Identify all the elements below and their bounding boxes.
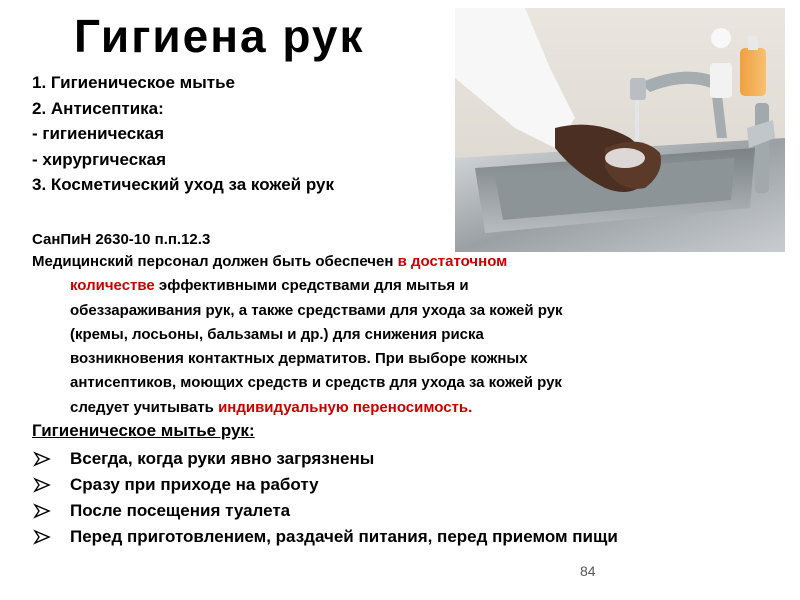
highlight-text: в достаточном <box>397 253 508 270</box>
paragraph-text: следует учитывать <box>70 398 219 416</box>
paragraph-text: эффективными средствами для мытья и <box>154 277 469 295</box>
hand-washing-illustration <box>455 8 785 252</box>
paragraph-line: антисептиков, моющих средств и средств для ухода за кожей рук <box>70 374 562 392</box>
list-item: 3. Косметический уход за кожей рук <box>32 175 334 194</box>
paragraph-text: Медицинский персонал должен быть обеспечен <box>32 253 398 270</box>
paragraph-line <box>32 274 732 298</box>
arrowhead-bullet-icon <box>32 446 52 472</box>
bullet-text: Перед приготовлением, раздачей питания, перед приемом пищи <box>70 527 618 546</box>
bullet-text: После посещения туалета <box>70 501 291 520</box>
hand-washing-photo <box>455 8 785 252</box>
highlight-text: количестве <box>70 277 155 295</box>
arrowhead-bullet-icon <box>32 524 52 550</box>
paragraph-line: (кремы, лосьоны, бальзамы и др.) для снижения риска <box>70 325 484 343</box>
paragraph-line <box>32 396 732 420</box>
requirements-paragraph <box>32 250 732 420</box>
subheading: Гигиеническое мытье рук: <box>32 421 255 440</box>
arrowhead-bullet-icon <box>32 472 52 498</box>
bullet-item <box>32 472 752 498</box>
slide-title: Гигиена рук <box>74 10 365 62</box>
sanpin-reference: СанПиН 2630-10 п.п.12.3 <box>32 231 211 248</box>
list-item: - гигиеническая <box>32 124 165 143</box>
bullet-text: Сразу при приходе на работу <box>70 475 319 494</box>
list-item: - хирургическая <box>32 149 167 169</box>
bullet-list <box>32 446 752 550</box>
paragraph-line: обеззараживания рук, а также средствами для ухода за кожей рук <box>70 301 563 319</box>
paragraph-line: возникновения контактных дерматитов. При выборе кожных <box>70 350 528 368</box>
arrowhead-bullet-icon <box>32 498 52 524</box>
bullet-item <box>32 498 752 524</box>
page-number: 84 <box>580 563 596 579</box>
list-item: 1. Гигиеническое мытье <box>32 73 235 92</box>
hygiene-list <box>32 70 462 198</box>
bullet-text: Всегда, когда руки явно загрязнены <box>70 449 375 468</box>
highlight-text: индивидуальную переносимость. <box>218 398 473 416</box>
bullet-item <box>32 524 752 550</box>
bullet-item <box>32 446 752 472</box>
list-item: 2. Антисептика: <box>32 98 164 118</box>
paragraph-line <box>32 250 732 274</box>
